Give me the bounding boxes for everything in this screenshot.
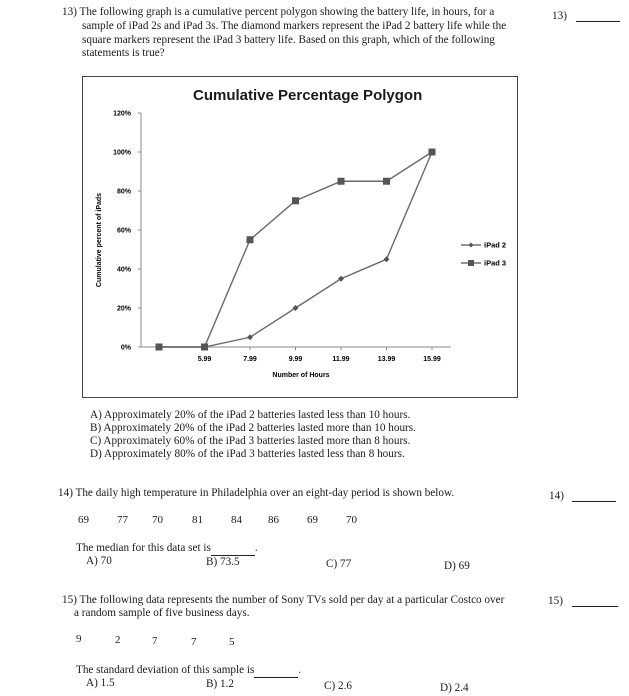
y-tick-label: 0% [120, 344, 131, 352]
q13-answer-number: 13) [552, 10, 567, 22]
q14-prompt-text: The median for this data set is [76, 542, 211, 554]
x-tick-label: 7.99 [243, 356, 257, 363]
q14-option-a[interactable]: A) 70 [86, 555, 112, 567]
chart-frame [82, 76, 518, 398]
x-tick-label: 11.99 [332, 356, 350, 363]
q14-inline-blank[interactable] [211, 544, 255, 556]
x-tick-label: 5.99 [197, 356, 212, 363]
chart-svg [83, 77, 517, 397]
q14-option-d[interactable]: D) 69 [444, 560, 470, 572]
y-tick-label: 20% [116, 305, 131, 313]
q14-value: 69 [78, 514, 89, 526]
q14-prompt [76, 542, 258, 556]
q15-value: 7 [191, 636, 197, 648]
q15-option-c[interactable]: C) 2.6 [324, 680, 352, 692]
data-point-square [201, 344, 208, 351]
q14-prompt-end: . [254, 542, 258, 554]
q15-value: 2 [115, 634, 121, 646]
q15-value: 7 [152, 635, 158, 647]
q14-value: 70 [152, 514, 163, 526]
q13-option-b[interactable]: B) Approximately 20% of the iPad 2 batteries lasted more than 10 hours. [90, 422, 416, 434]
data-point-square [429, 149, 436, 156]
q13-text-line4: statements is true? [82, 47, 165, 59]
q13-option-c[interactable]: C) Approximately 60% of the iPad 3 batteries lasted more than 8 hours. [90, 435, 411, 447]
q13-text-line2: sample of iPad 2s and iPad 3s. The diamond markers represent the iPad 2 battery life while the [82, 20, 507, 32]
legend-marker-diamond [469, 243, 474, 248]
q14-value: 77 [117, 514, 128, 526]
x-tick-label: 13.99 [377, 356, 396, 363]
q15-value: 5 [229, 636, 235, 648]
q15-option-b[interactable]: B) 1.2 [206, 678, 234, 690]
q15-answer-number: 15) [548, 595, 563, 607]
q13-text-line1: 13) The following graph is a cumulative percent polygon showing the battery life, in hours, for a [62, 6, 495, 18]
q14-answer-blank[interactable] [572, 490, 616, 502]
q14-value: 86 [268, 514, 279, 526]
legend-label: iPad 3 [484, 258, 507, 268]
q13-text-line3: square markers represent the iPad 3 battery life. Based on this graph, which of the following [82, 34, 495, 46]
q15-text-line1: 15) The following data represents the number of Sony TVs sold per day at a particular Costco over [62, 594, 505, 606]
q14-answer-number: 14) [549, 490, 564, 502]
q13-answer-blank[interactable] [576, 10, 620, 22]
q15-answer-blank[interactable] [572, 595, 618, 607]
q14-value: 84 [231, 514, 242, 526]
q14-text: 14) The daily high temperature in Philadelphia over an eight-day period is shown below. [58, 487, 455, 499]
q14-value: 70 [346, 514, 357, 526]
y-tick-label: 80% [116, 188, 131, 196]
q15-inline-blank[interactable] [254, 666, 298, 678]
x-tick-label: 15.99 [423, 356, 441, 363]
q14-option-c[interactable]: C) 77 [326, 558, 352, 570]
data-point-diamond [384, 256, 390, 262]
data-point-square [338, 178, 345, 185]
y-tick-label: 100% [113, 149, 131, 157]
q15-option-d[interactable]: D) 2.4 [440, 682, 469, 694]
data-point-square [156, 344, 163, 351]
data-point-square [292, 197, 299, 204]
x-tick-label: 9.99 [288, 356, 303, 363]
y-tick-label: 120% [113, 110, 131, 118]
legend-marker-square [468, 260, 474, 266]
q15-text-line2: a random sample of five business days. [74, 607, 250, 619]
q14-option-b[interactable]: B) 73.5 [206, 556, 240, 568]
chart-title: Cumulative Percentage Polygon [193, 87, 423, 104]
legend-label: iPad 2 [484, 240, 507, 250]
q14-value: 81 [192, 514, 203, 526]
q15-value: 9 [76, 633, 82, 645]
q14-value: 69 [307, 514, 318, 526]
series-line-ipad2 [159, 152, 432, 347]
data-point-square [247, 236, 254, 243]
q13-option-d[interactable]: D) Approximately 80% of the iPad 3 batteries lasted less than 8 hours. [90, 448, 405, 460]
data-point-square [383, 178, 390, 185]
x-axis-label: Number of Hours [272, 372, 330, 379]
y-tick-label: 40% [116, 266, 131, 274]
q15-prompt [76, 664, 301, 678]
y-axis-label: Cumulative percent of iPads [96, 192, 103, 288]
q15-option-a[interactable]: A) 1.5 [86, 677, 115, 689]
q15-prompt-end: . [298, 664, 302, 676]
q15-prompt-text: The standard deviation of this sample is [76, 664, 255, 676]
q13-option-a[interactable]: A) Approximately 20% of the iPad 2 batteries lasted less than 10 hours. [90, 409, 411, 421]
y-tick-label: 60% [116, 227, 131, 235]
